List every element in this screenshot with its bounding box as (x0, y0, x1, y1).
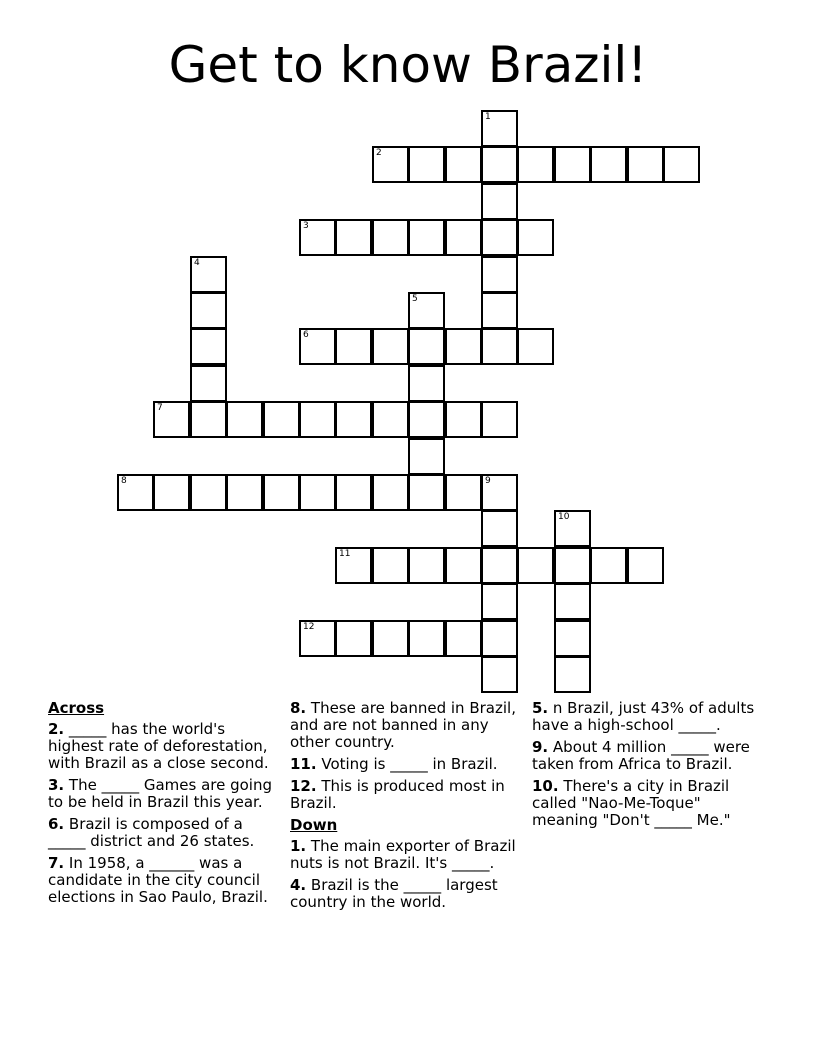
grid-cell[interactable] (481, 219, 518, 256)
grid-cell[interactable] (554, 620, 591, 657)
grid-cell[interactable] (372, 547, 409, 584)
clue-number: 3. (48, 776, 65, 794)
clue-number: 11. (290, 755, 317, 773)
grid-cell[interactable] (590, 547, 627, 584)
grid-cell[interactable] (299, 620, 336, 657)
clue (290, 700, 525, 751)
grid-cell[interactable] (481, 401, 518, 438)
grid-cell[interactable] (190, 401, 227, 438)
grid-cell[interactable] (408, 146, 445, 183)
across-heading: Across (48, 699, 105, 717)
grid-cell[interactable] (445, 328, 482, 365)
grid-cell[interactable] (481, 656, 518, 693)
grid-cell[interactable] (372, 328, 409, 365)
grid-cell[interactable] (481, 146, 518, 183)
clue-number: 8 (121, 476, 127, 486)
grid-cell[interactable] (481, 256, 518, 293)
clue (48, 816, 283, 850)
down-heading: Down (290, 816, 338, 834)
grid-cell[interactable] (663, 146, 700, 183)
grid-cell[interactable] (190, 474, 227, 511)
clue (290, 756, 525, 773)
grid-cell[interactable] (226, 401, 263, 438)
grid-cell[interactable] (408, 474, 445, 511)
clue (290, 778, 525, 812)
grid-cell[interactable] (190, 365, 227, 402)
grid-cell[interactable] (627, 547, 664, 584)
clue-column-1 (48, 700, 283, 911)
clue-number: 1. (290, 837, 307, 855)
grid-cell[interactable] (445, 219, 482, 256)
clue (290, 838, 525, 872)
clue-number: 1 (485, 112, 491, 122)
grid-cell[interactable] (263, 474, 300, 511)
clue-text: Voting is _____ in Brazil. (316, 755, 498, 773)
grid-cell[interactable] (481, 183, 518, 220)
grid-cell[interactable] (481, 328, 518, 365)
clue-column-3 (532, 700, 767, 834)
grid-cell[interactable] (263, 401, 300, 438)
clue-number: 2 (376, 148, 382, 158)
clue-number: 6 (303, 330, 309, 340)
grid-cell[interactable] (335, 401, 372, 438)
grid-cell[interactable] (299, 474, 336, 511)
grid-cell[interactable] (481, 620, 518, 657)
grid-cell[interactable] (408, 219, 445, 256)
grid-cell[interactable] (445, 547, 482, 584)
clue-number: 10. (532, 777, 559, 795)
grid-cell[interactable] (335, 219, 372, 256)
grid-cell[interactable] (372, 474, 409, 511)
grid-cell[interactable] (190, 256, 227, 293)
grid-cell[interactable] (481, 474, 518, 511)
clue-number: 12 (303, 622, 315, 632)
grid-cell[interactable] (408, 365, 445, 402)
grid-cell[interactable] (226, 474, 263, 511)
clue-number: 7 (157, 403, 163, 413)
clue-number: 6. (48, 815, 65, 833)
grid-cell[interactable] (117, 474, 154, 511)
grid-cell[interactable] (445, 146, 482, 183)
page-title: Get to know Brazil! (168, 36, 648, 94)
grid-cell[interactable] (372, 146, 409, 183)
grid-cell[interactable] (299, 328, 336, 365)
grid-cell[interactable] (517, 219, 554, 256)
grid-cell[interactable] (517, 547, 554, 584)
clue-text: These are banned in Brazil, and are not banned in any other country. (290, 699, 516, 751)
grid-cell[interactable] (299, 401, 336, 438)
grid-cell[interactable] (627, 146, 664, 183)
clue-text: There's a city in Brazil called "Nao-Me-Toque" meaning "Don't _____ Me." (532, 777, 731, 829)
grid-cell[interactable] (408, 328, 445, 365)
grid-cell[interactable] (481, 510, 518, 547)
grid-cell[interactable] (299, 219, 336, 256)
grid-cell[interactable] (408, 292, 445, 329)
grid-cell[interactable] (554, 583, 591, 620)
grid-cell[interactable] (190, 328, 227, 365)
grid-cell[interactable] (408, 438, 445, 475)
clue-number: 9. (532, 738, 549, 756)
clue-number: 7. (48, 854, 65, 872)
grid-cell[interactable] (517, 146, 554, 183)
clue-text: About 4 million _____ were taken from Africa to Brazil. (532, 738, 750, 773)
grid-cell[interactable] (590, 146, 627, 183)
clue-text: Brazil is the _____ largest country in the world. (290, 876, 498, 911)
clue-number: 11 (339, 549, 351, 559)
grid-cell[interactable] (372, 620, 409, 657)
grid-cell[interactable] (335, 328, 372, 365)
clue-number: 3 (303, 221, 309, 231)
clue-number: 12. (290, 777, 317, 795)
grid-cell[interactable] (153, 401, 190, 438)
grid-cell[interactable] (554, 656, 591, 693)
grid-cell[interactable] (445, 620, 482, 657)
grid-cell[interactable] (408, 401, 445, 438)
clue-text: n Brazil, just 43% of adults have a high-school _____. (532, 699, 755, 734)
clue-text: In 1958, a ______ was a candidate in the city council elections in Sao Paulo, Brazil. (48, 854, 268, 906)
clue-number: 10 (558, 512, 570, 522)
clue-text: The _____ Games are going to be held in Brazil this year. (48, 776, 273, 811)
clue-number: 5 (412, 294, 418, 304)
clue (48, 777, 283, 811)
grid-cell[interactable] (408, 547, 445, 584)
grid-cell[interactable] (554, 146, 591, 183)
clue (532, 778, 767, 829)
grid-cell[interactable] (408, 620, 445, 657)
grid-cell[interactable] (153, 474, 190, 511)
grid-cell[interactable] (372, 401, 409, 438)
clue (290, 877, 525, 911)
clue (532, 739, 767, 773)
clue-column-2 (290, 700, 525, 916)
clue-number: 8. (290, 699, 307, 717)
grid-cell[interactable] (335, 620, 372, 657)
clue-text: Brazil is composed of a _____ district and 26 states. (48, 815, 255, 850)
grid-cell[interactable] (481, 583, 518, 620)
grid-cell[interactable] (481, 292, 518, 329)
clue-number: 5. (532, 699, 549, 717)
grid-cell[interactable] (481, 110, 518, 147)
grid-cell[interactable] (481, 547, 518, 584)
clue (532, 700, 767, 734)
grid-cell[interactable] (554, 547, 591, 584)
clue (48, 855, 283, 906)
clue-number: 2. (48, 720, 65, 738)
clue-number: 4 (194, 258, 200, 268)
grid-cell[interactable] (190, 292, 227, 329)
grid-cell[interactable] (445, 401, 482, 438)
grid-cell[interactable] (445, 474, 482, 511)
grid-cell[interactable] (554, 510, 591, 547)
grid-cell[interactable] (335, 474, 372, 511)
clue (48, 721, 283, 772)
clue-text: The main exporter of Brazil nuts is not Brazil. It's _____. (290, 837, 516, 872)
clue-text: This is produced most in Brazil. (290, 777, 505, 812)
grid-cell[interactable] (517, 328, 554, 365)
grid-cell[interactable] (372, 219, 409, 256)
clue-number: 4. (290, 876, 307, 894)
clue-text: _____ has the world's highest rate of deforestation, with Brazil as a close second. (48, 720, 269, 772)
grid-cell[interactable] (335, 547, 372, 584)
clue-number: 9 (485, 476, 491, 486)
